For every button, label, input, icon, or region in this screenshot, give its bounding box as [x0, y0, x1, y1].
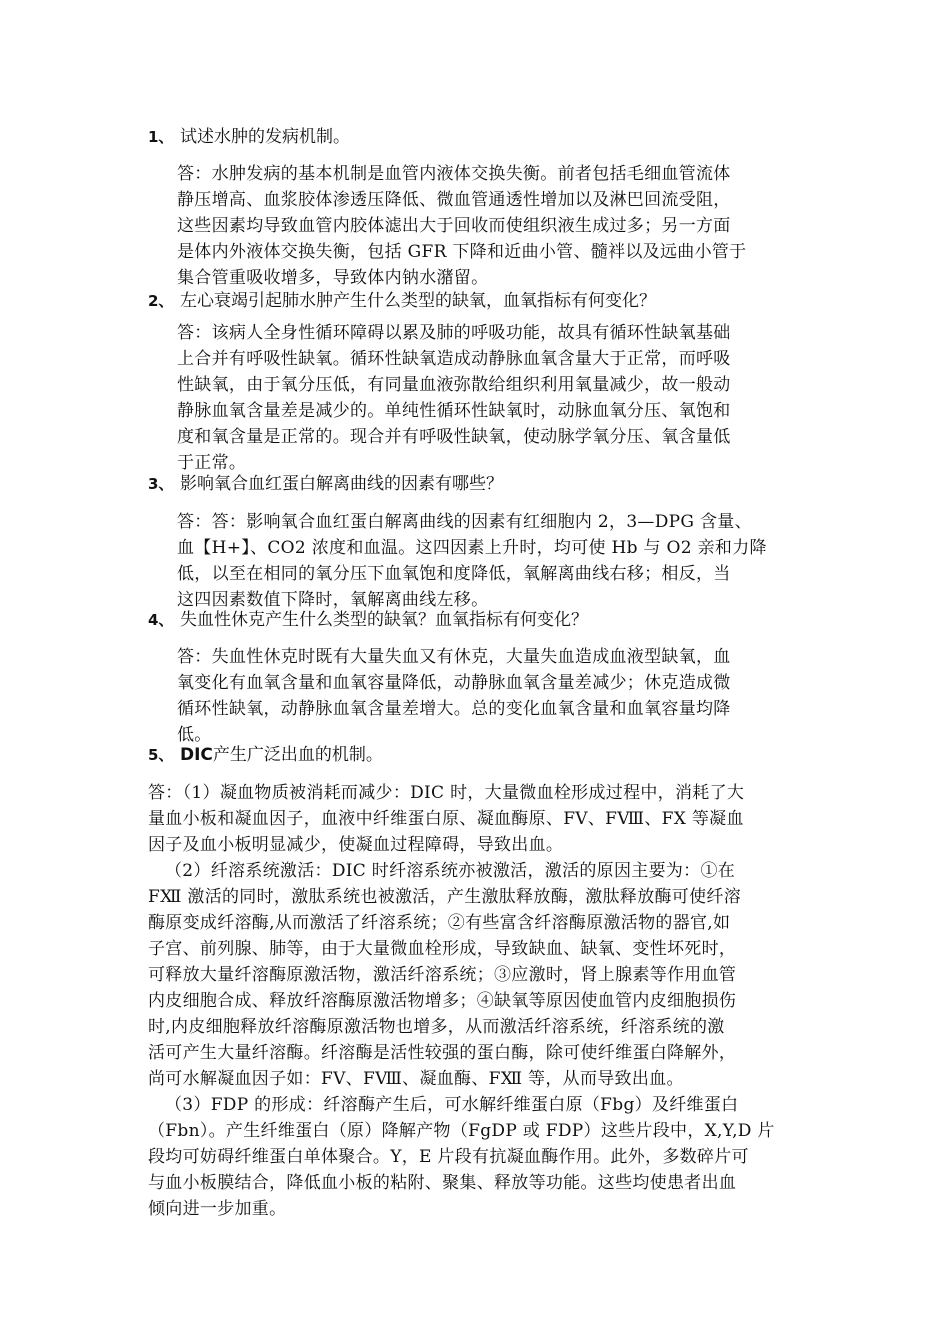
question-number: 3、: [148, 475, 174, 493]
answer-line: 静脉血氧含量差是减少的。单纯性循环性缺氧时，动脉血氧分压、氧饱和: [177, 401, 731, 421]
answer-line: FⅫ 激活的同时，激肽系统也被激活，产生激肽释放酶，激肽释放酶可使纤溶: [148, 887, 742, 907]
answer-line: 这四因素数值下降时，氧解离曲线左移。: [177, 590, 489, 610]
question-2: [148, 289, 656, 313]
answer-line: 答：该病人全身性循环障碍以累及肺的呼吸功能，故具有循环性缺氧基础: [177, 323, 731, 343]
question-number: 2、: [148, 292, 174, 310]
answer-1: [177, 161, 789, 291]
question-term: DIC: [180, 745, 213, 765]
question-number: 5、: [148, 746, 174, 764]
answer-line: 量血小板和凝血因子，血液中纤维蛋白原、凝血酶原、FⅤ、FⅧ、FⅩ 等凝血: [148, 809, 744, 829]
answer-5: [148, 780, 803, 1222]
question-1: [148, 125, 350, 149]
answer-line: 循环性缺氧，动静脉血氧含量差增大。总的变化血氧含量和血氧容量均降: [177, 699, 731, 719]
question-text: 失血性休克产生什么类型的缺氧？血氧指标有何变化？: [180, 610, 588, 630]
question-text: 试述水肿的发病机制。: [180, 127, 350, 147]
question-number: 1、: [148, 128, 174, 146]
answer-line: 可释放大量纤溶酶原激活物，激活纤溶系统；③应激时，肾上腺素等作用血管: [148, 965, 737, 985]
answer-line: 倾向进一步加重。: [148, 1199, 287, 1219]
answer-3: [177, 509, 789, 613]
answer-line: 上合并有呼吸性缺氧。循环性缺氧造成动静脉血氧含量大于正常，而呼吸: [177, 349, 731, 369]
answer-line: 答：答：影响氧合血红蛋白解离曲线的因素有红细胞内 2，3—DPG 含量、: [177, 512, 752, 532]
answer-line: 尚可水解凝血因子如：FⅤ、FⅧ、凝血酶、FⅫ 等，从而导致出血。: [148, 1069, 684, 1089]
answer-line: 答：水肿发病的基本机制是血管内液体交换失衡。前者包括毛细血管流体: [177, 164, 731, 184]
answer-line: 与血小板膜结合，降低血小板的粘附、聚集、释放等功能。这些均使患者出血: [148, 1173, 737, 1193]
answer-line: 氧变化有血氧含量和血氧容量降低，动静脉血氧含量差减少；休克造成微: [177, 673, 731, 693]
answer-line: 活可产生大量纤溶酶。纤溶酶是活性较强的蛋白酶，除可使纤维蛋白降解外，: [148, 1043, 737, 1063]
answer-2: [177, 320, 789, 476]
answer-line: 血【H+】、CO2 浓度和血温。这四因素上升时，均可使 Hb 与 O2 亲和力降: [177, 538, 767, 558]
answer-line: 子宫、前列腺、肺等，由于大量微血栓形成，导致缺血、缺氧、变性坏死时，: [148, 939, 737, 959]
answer-line: 时,内皮细胞释放纤溶酶原激活物也增多，从而激活纤溶系统，纤溶系统的激: [148, 1017, 725, 1037]
answer-line: 性缺氧，由于氧分压低，有同量血液弥散给组织利用氧量减少，故一般动: [177, 375, 731, 395]
question-text: 左心衰竭引起肺水肿产生什么类型的缺氧，血氧指标有何变化？: [180, 291, 656, 311]
answer-4: [177, 644, 789, 748]
answer-line: 度和氧含量是正常的。现合并有呼吸性缺氧，使动脉学氧分压、氧含量低: [177, 427, 731, 447]
answer-line: 低，以至在相同的氧分压下血氧饱和度降低，氧解离曲线右移；相反，当: [177, 564, 731, 584]
answer-line: 答：（1）凝血物质被消耗而减少：DIC 时，大量微血栓形成过程中，消耗了大: [148, 783, 745, 803]
question-5: [148, 743, 383, 767]
answer-line: 这些因素均导致血管内胶体滤出大于回收而使组织液生成过多；另一方面: [177, 216, 731, 236]
answer-line: （3）FDP 的形成：纤溶酶产生后，可水解纤维蛋白原（Fbg）及纤维蛋白: [165, 1095, 739, 1115]
answer-line: 段均可妨碍纤维蛋白单体聚合。Y，E 片段有抗凝血酶作用。此外，多数碎片可: [148, 1147, 749, 1167]
question-3: [148, 472, 503, 496]
question-text: 影响氧合血红蛋白解离曲线的因素有哪些？: [180, 474, 503, 494]
answer-line: 低。: [177, 725, 212, 745]
answer-line: 内皮细胞合成、释放纤溶酶原激活物增多；④缺氧等原因使血管内皮细胞损伤: [148, 991, 737, 1011]
answer-line: （2）纤溶系统激活：DIC 时纤溶系统亦被激活，激活的原因主要为：①在: [165, 861, 736, 881]
answer-line: 答：失血性休克时既有大量失血又有休克，大量失血造成血液型缺氧，血: [177, 647, 731, 667]
question-number: 4、: [148, 611, 174, 629]
answer-line: 因子及血小板明显减少，使凝血过程障碍，导致出血。: [148, 835, 564, 855]
answer-line: 酶原变成纤溶酶,从而激活了纤溶系统；②有些富含纤溶酶原激活物的器官,如: [148, 913, 731, 933]
question-4: [148, 608, 588, 632]
answer-line: 于正常。: [177, 453, 247, 473]
answer-line: 集合管重吸收增多，导致体内钠水潴留。: [177, 268, 489, 288]
answer-line: （Fbn）。产生纤维蛋白（原）降解产物（FgDP 或 FDP）这些片段中，X,Y,D 片: [148, 1121, 775, 1141]
answer-line: 是体内外液体交换失衡，包括 GFR 下降和近曲小管、髓袢以及远曲小管于: [177, 242, 747, 262]
question-text: 产生广泛出血的机制。: [212, 745, 383, 765]
answer-line: 静压增高、血浆胶体渗透压降低、微血管通透性增加以及淋巴回流受阻，: [177, 190, 731, 210]
